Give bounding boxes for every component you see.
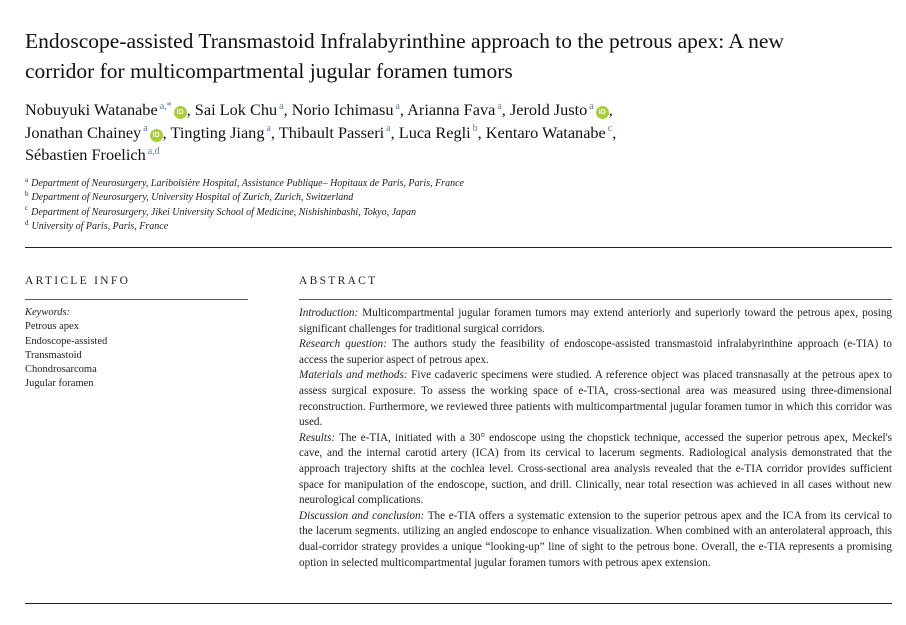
article-info-heading: ARTICLE INFO (25, 275, 131, 287)
affiliation: $^a$ Department of Neurosurgery, Lariboisière Hospital, Assistance Publique– Hopitaux de Paris, Paris, France (25, 175, 464, 189)
affiliation-marker[interactable]: a (497, 100, 502, 112)
affiliation-marker[interactable]: c (607, 123, 613, 135)
keyword: Transmastoid (25, 349, 82, 361)
keyword: Chondrosarcoma (25, 364, 97, 376)
affiliation-marker[interactable]: a (266, 123, 271, 135)
affiliation: $^d$ University of Paris, Paris, France (25, 218, 169, 232)
keyword: Petrous apex (25, 321, 79, 333)
author[interactable]: Luca Regli $^b$, (398, 122, 482, 142)
affiliation: $^b$ Department of Neurosurgery, University Hospital of Zurich, Zurich, Switzerland (25, 189, 354, 204)
author[interactable]: Tingting Jiang $^a$, (170, 122, 275, 142)
keyword: Jugular foramen (25, 378, 94, 390)
abstract-heading: ABSTRACT (299, 275, 378, 287)
orcid-icon[interactable]: iD (150, 129, 163, 142)
affiliation-marker[interactable]: a,* (159, 100, 172, 112)
affiliation-marker[interactable]: a (395, 100, 400, 112)
author-list (25, 99, 885, 167)
author[interactable]: Thibault Passeri $^a$, (278, 122, 395, 142)
author[interactable]: Norio Ichimasu $^a$, (291, 100, 404, 119)
author[interactable]: Arianna Fava $^a$, (407, 100, 506, 119)
article-title: Endoscope-assisted Transmastoid Infralabyrinthine approach to the petrous apex: A new corridor for multicompartmental jugular foramen tumors (25, 29, 784, 83)
abstract-conclusion: Discussion and conclusion: The e-TIA offers a systematic extension to the superior petrous apex and the ICA from its cervical to the lacerum segments. utilizing an angled endoscope to enhance visualization. When combined with an anterolateral approach, this dual-corridor strategy provides a unique “looking-up” line of sight to the petrous bone. Overall, the e-TIA represents a promising option in selected multicompartmental jugular foramen tumors with petrous apex extension. (299, 509, 892, 569)
abstract-divider (299, 299, 892, 300)
affiliation-marker[interactable]: b (472, 123, 478, 135)
author[interactable]: Kentaro Watanabe $^c$, (485, 122, 617, 142)
affiliation-marker[interactable]: a (386, 123, 391, 135)
footer-divider (25, 603, 892, 604)
affiliation-marker[interactable]: a,d (147, 145, 160, 157)
affiliation: $^c$ Department of Neurosurgery, Jikei University School of Medicine, Nishishinbashi, Tokyo, Japan (25, 204, 417, 218)
author[interactable]: Sébastien Froelich $^{a,d}$ (25, 145, 160, 164)
abstract-body (299, 306, 892, 571)
author[interactable]: Jerold Justo $^a$iD , (509, 100, 613, 119)
author[interactable]: Nobuyuki Watanabe $^{a,*}$iD , (25, 100, 191, 119)
abstract-research-question: Research question: The authors study the feasibility of endoscope-assisted transmastoid infralabyrinthine approach (e-TIA) to access the superior aspect of petrous apex. (299, 338, 892, 366)
author[interactable]: Jonathan Chainey $^a$iD , (25, 122, 167, 142)
keywords-block (25, 306, 245, 392)
orcid-icon[interactable]: iD (596, 106, 609, 119)
author[interactable]: Sai Lok Chu $^a$, (194, 100, 288, 119)
keywords-label: Keywords: (25, 307, 71, 318)
article-info-divider (25, 299, 248, 300)
affiliation-marker[interactable]: a (589, 100, 594, 112)
orcid-icon[interactable]: iD (174, 106, 187, 119)
abstract-methods: Materials and methods: Five cadaveric specimens were studied. A reference object was placed transnasally at the petrous apex to assess surgical exposure. To assess the working space of e-TIA, cross-sectional area was measured using three-dimensional reconstruction. Furthermore, we reviewed three patients with multicompartmental jugular foramen tumor in which this corridor was used. (299, 369, 892, 429)
keyword: Endoscope-assisted (25, 335, 108, 347)
affiliation-marker[interactable]: a (143, 123, 148, 135)
abstract-results: Results: The e-TIA, initiated with a 30° endoscope using the chopstick technique, accessed the superior petrous apex, Meckel's cave, and the internal carotid artery (ICA) from its cervical to lacerum segments. Radiological analysis demonstrated that the approach trajectory shifts at the cochlea level. Cross-sectional area analysis revealed that the e-TIA corridor provides sufficient space for manipulation of the endoscope, suction, and drill. Clinically, near total resection was achieved in all cases without new neurological complications. (299, 431, 892, 507)
abstract-introduction: Introduction: Multicompartmental jugular foramen tumors may extend anteriorly and superiorly toward the petrous apex, posing significant challenges for traditional surgical corridors. (299, 307, 893, 335)
affiliation-list (25, 177, 885, 234)
affiliation-marker[interactable]: a (279, 100, 284, 112)
header-divider (25, 247, 892, 248)
